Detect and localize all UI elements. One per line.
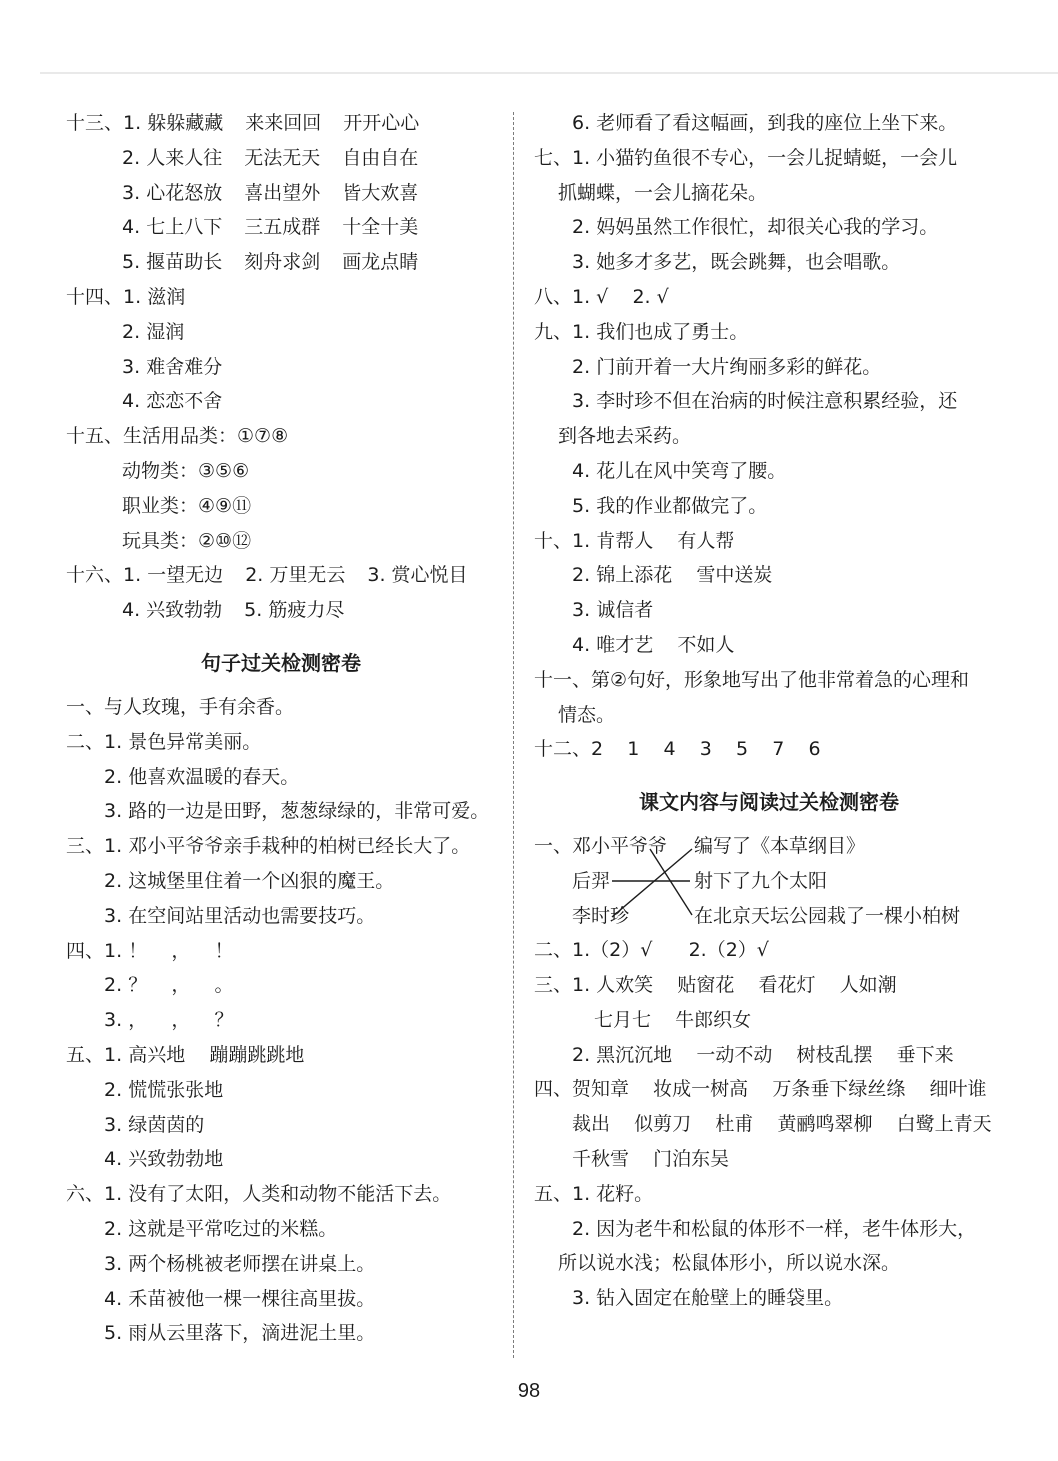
t4-row-2: 裁出 似剪刀 杜甫 黄鹂鸣翠柳 白鹭上青天 — [572, 1113, 992, 1136]
match-left-1: 一、邓小平爷爷 — [534, 835, 668, 858]
match-line-lishizhen — [612, 849, 692, 917]
q16-row-1: 十六、1. 一望无边 2. 万里无云 3. 赏心悦目 — [66, 564, 468, 587]
r7-row-2: 2. 妈妈虽然工作很忙，却很关心我的学习。 — [572, 216, 939, 239]
s1-row: 一、与人玫瑰，手有余香。 — [66, 695, 295, 718]
matching-lines — [610, 829, 694, 933]
t5-row-3: 3. 钻入固定在舱壁上的睡袋里。 — [572, 1287, 844, 1310]
t3-row-2: 2. 黑沉沉地 一动不动 树枝乱摆 垂下来 — [572, 1043, 954, 1066]
t3-row-1b: 七月七 牛郎织女 — [594, 1008, 752, 1031]
q15-row-1: 十五、生活用品类：①⑦⑧ — [66, 425, 289, 448]
section-title-sentences: 句子过关检测密卷 — [201, 650, 361, 675]
r9-row-1: 九、1. 我们也成了勇士。 — [534, 320, 749, 343]
s6-row-1: 六、1. 没有了太阳，人类和动物不能活下去。 — [66, 1183, 452, 1206]
r9-row-3b: 到各地去采药。 — [558, 425, 692, 448]
s4-row-2: 2. ？ ， 。 — [104, 974, 234, 997]
s5-row-3: 3. 绿茵茵的 — [104, 1113, 205, 1136]
match-right-2: 射下了九个太阳 — [694, 869, 828, 892]
q14-row-4: 4. 恋恋不舍 — [122, 390, 223, 413]
top-rule — [40, 72, 1058, 74]
s3-row-3: 3. 在空间站里活动也需要技巧。 — [104, 904, 376, 927]
s4-row-1: 四、1. ！ ， ！ — [66, 939, 234, 962]
r10-row-1: 十、1. 肯帮人 有人帮 — [534, 529, 735, 552]
t3-row-1: 三、1. 人欢笑 贴窗花 看花灯 人如潮 — [534, 973, 897, 996]
q13-row-2: 2. 人来人往 无法无天 自由自在 — [122, 146, 419, 169]
q13-row-1: 十三、1. 躲躲藏藏 来来回回 开开心心 — [66, 112, 420, 134]
r10-row-4: 4. 唯才艺 不如人 — [572, 633, 735, 656]
q14-row-2: 2. 湿润 — [122, 320, 185, 343]
column-divider — [513, 112, 514, 1358]
r10-row-2: 2. 锦上添花 雪中送炭 — [572, 564, 773, 587]
q14-row-1: 十四、1. 滋润 — [66, 285, 186, 308]
q15-row-2: 动物类：③⑤⑥ — [122, 459, 250, 482]
s2-row-3: 3. 路的一边是田野，葱葱绿绿的，非常可爱。 — [104, 800, 490, 823]
s2-row-1: 二、1. 景色异常美丽。 — [66, 730, 262, 753]
s3-row-1: 三、1. 邓小平爷爷亲手栽种的柏树已经长大了。 — [66, 835, 471, 858]
r11-row-1: 十一、第②句好，形象地写出了他非常着急的心理和 — [534, 668, 970, 691]
match-left-2: 后羿 — [572, 869, 611, 892]
r9-row-4: 4. 花儿在风中笑弯了腰。 — [572, 459, 787, 482]
q13-row-4: 4. 七上八下 三五成群 十全十美 — [122, 216, 419, 239]
q16-row-2: 4. 兴致勃勃 5. 筋疲力尽 — [122, 599, 345, 622]
t4-row-3: 千秋雪 门泊东吴 — [572, 1147, 730, 1170]
match-left-3: 李时珍 — [572, 904, 630, 927]
r7-row-1: 七、1. 小猫钓鱼很不专心，一会儿捉蜻蜓，一会儿 — [534, 146, 958, 169]
s5-row-2: 2. 慌慌张张地 — [104, 1078, 224, 1101]
t5-row-2b: 所以说水浅；松鼠体形小，所以说水深。 — [558, 1252, 901, 1275]
q15-row-4: 玩具类：②⑩⑫ — [122, 529, 252, 552]
s5-row-1: 五、1. 高兴地 蹦蹦跳跳地 — [66, 1043, 305, 1066]
t2-row: 二、1.（2）√ 2.（2）√ — [534, 939, 769, 962]
q13-row-3: 3. 心花怒放 喜出望外 皆大欢喜 — [122, 181, 419, 204]
r12-row: 十二、2 1 4 3 5 7 6 — [534, 738, 821, 761]
s6-row-4: 4. 禾苗被他一棵一棵往高里拔。 — [104, 1287, 376, 1310]
r6-row: 6. 老师看了看这幅画，到我的座位上坐下来。 — [572, 112, 958, 134]
r9-row-3: 3. 李时珍不但在治病的时候注意积累经验，还 — [572, 390, 958, 413]
t4-row-1: 四、贺知章 妆成一树高 万条垂下绿丝绦 细叶谁 — [534, 1078, 987, 1101]
match-right-3: 在北京天坛公园栽了一棵小柏树 — [694, 904, 961, 927]
t5-row-1: 五、1. 花籽。 — [534, 1182, 654, 1205]
s4-row-3: 3. ， ， ？ — [104, 1009, 234, 1032]
matching-question — [534, 829, 1004, 933]
r11-row-2: 情态。 — [558, 703, 616, 726]
right-column — [534, 106, 1004, 1316]
page-number: 98 — [517, 1380, 541, 1402]
section-title-reading: 课文内容与阅读过关检测密卷 — [639, 790, 899, 815]
s5-row-4: 4. 兴致勃勃地 — [104, 1148, 224, 1171]
s6-row-5: 5. 雨从云里落下，滴进泥土里。 — [104, 1322, 376, 1345]
r7-row-3: 3. 她多才多艺，既会跳舞，也会唱歌。 — [572, 251, 901, 274]
r8-row: 八、1. √ 2. √ — [534, 285, 669, 308]
match-right-1: 编写了《本草纲目》 — [694, 835, 866, 858]
s3-row-2: 2. 这城堡里住着一个凶狠的魔王。 — [104, 869, 395, 892]
r9-row-2: 2. 门前开着一大片绚丽多彩的鲜花。 — [572, 355, 882, 378]
q14-row-3: 3. 难舍难分 — [122, 355, 223, 378]
q13-row-5: 5. 揠苗助长 刻舟求剑 画龙点睛 — [122, 251, 419, 274]
r10-row-3: 3. 诚信者 — [572, 599, 654, 622]
s6-row-2: 2. 这就是平常吃过的米糕。 — [104, 1217, 338, 1240]
q15-row-3: 职业类：④⑨⑪ — [122, 494, 252, 517]
left-column — [66, 106, 496, 1351]
r9-row-5: 5. 我的作业都做完了。 — [572, 494, 768, 517]
t5-row-2: 2. 因为老牛和松鼠的体形不一样，老牛体形大， — [572, 1217, 977, 1240]
r7-row-1b: 抓蝴蝶，一会儿摘花朵。 — [558, 181, 768, 204]
match-line-dengxiaoping — [650, 849, 692, 915]
s2-row-2: 2. 他喜欢温暖的春天。 — [104, 765, 300, 788]
s6-row-3: 3. 两个杨桃被老师摆在讲桌上。 — [104, 1252, 376, 1275]
